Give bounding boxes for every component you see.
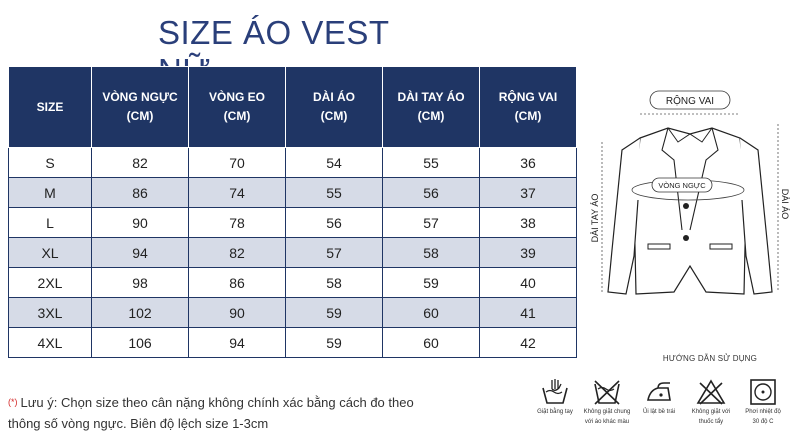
cell-length: 59: [286, 298, 383, 328]
cell-chest: 98: [92, 268, 189, 298]
cell-shoulder: 37: [480, 178, 577, 208]
care-label: Không giặt chung: [583, 409, 631, 415]
cell-sleeve: 60: [383, 328, 480, 358]
cell-length: 58: [286, 268, 383, 298]
cell-chest: 82: [92, 148, 189, 178]
cell-sleeve: 59: [383, 268, 480, 298]
cell-waist: 70: [189, 148, 286, 178]
cell-waist: 90: [189, 298, 286, 328]
cell-size: XL: [9, 238, 92, 268]
cell-length: 56: [286, 208, 383, 238]
care-item-no-bleach: [686, 378, 736, 426]
table-row: [9, 208, 577, 238]
cell-waist: 74: [189, 178, 286, 208]
cell-length: 54: [286, 148, 383, 178]
cell-chest: 90: [92, 208, 189, 238]
care-label: thuốc tẩy: [698, 419, 724, 425]
note-marker: (*): [8, 397, 18, 407]
cell-size: S: [9, 148, 92, 178]
care-icons: [530, 378, 800, 440]
cell-waist: 82: [189, 238, 286, 268]
care-label: Giặt bằng tay: [537, 409, 573, 415]
size-table: [8, 66, 577, 358]
cell-waist: 94: [189, 328, 286, 358]
header-length: DÀI ÁO (CM): [286, 67, 383, 148]
header-sleeve: DÀI TAY ÁO (CM): [383, 67, 480, 148]
care-label: với áo khác màu: [584, 419, 630, 425]
care-item-hand-wash: [530, 378, 580, 418]
cell-chest: 86: [92, 178, 189, 208]
cell-shoulder: 36: [480, 148, 577, 178]
cell-length: 55: [286, 178, 383, 208]
page-title: SIZE ÁO VEST: [158, 14, 389, 51]
no-bleach-icon: [696, 378, 726, 406]
cell-sleeve: 55: [383, 148, 480, 178]
header-shoulder: RỘNG VAI (CM): [480, 67, 577, 148]
header-waist: VÒNG EO (CM): [189, 67, 286, 148]
cell-sleeve: 56: [383, 178, 480, 208]
cell-chest: 94: [92, 238, 189, 268]
care-guide-title: HƯỚNG DẪN SỬ DỤNG: [662, 354, 758, 363]
table-row: [9, 328, 577, 358]
care-label: Phơi nhiệt độ: [745, 409, 781, 415]
cell-shoulder: 41: [480, 298, 577, 328]
care-label: Ủi lật bề trái: [642, 409, 675, 415]
table-row: [9, 178, 577, 208]
cell-chest: 106: [92, 328, 189, 358]
cell-shoulder: 42: [480, 328, 577, 358]
cell-shoulder: 40: [480, 268, 577, 298]
cell-shoulder: 38: [480, 208, 577, 238]
sleeve-length-label: DÀI TAY ÁO: [590, 193, 600, 243]
cell-chest: 102: [92, 298, 189, 328]
table-row: [9, 298, 577, 328]
care-label: Không giặt với: [691, 409, 731, 415]
care-item-iron: [634, 378, 684, 418]
cell-size: 2XL: [9, 268, 92, 298]
cell-length: 57: [286, 238, 383, 268]
cell-size: L: [9, 208, 92, 238]
cell-sleeve: 57: [383, 208, 480, 238]
cell-sleeve: 58: [383, 238, 480, 268]
table-header-row: [9, 67, 577, 148]
cell-size: M: [9, 178, 92, 208]
hand-wash-icon: [540, 378, 570, 406]
care-label: 30 độ C: [752, 419, 774, 425]
cell-sleeve: 60: [383, 298, 480, 328]
jacket-length-label: DÀI ÁO: [780, 188, 790, 220]
care-item-no-mix-wash: [582, 378, 632, 426]
header-chest: VÒNG NGỰC (CM): [92, 67, 189, 148]
jacket-diagram: [578, 80, 798, 310]
note-line-1: Lưu ý: Chọn size theo cân nặng không chính xác bằng cách đo theo: [20, 395, 414, 410]
cell-size: 3XL: [9, 298, 92, 328]
size-note: [8, 392, 488, 434]
dry-30-icon: [748, 378, 778, 406]
table-row: [9, 148, 577, 178]
care-item-dry: [738, 378, 788, 426]
no-machine-wash-icon: [592, 378, 622, 406]
cell-waist: 78: [189, 208, 286, 238]
cell-size: 4XL: [9, 328, 92, 358]
table-row: [9, 268, 577, 298]
table-row: [9, 238, 577, 268]
cell-shoulder: 39: [480, 238, 577, 268]
header-size: SIZE: [9, 67, 92, 148]
chest-label: VÒNG NGỰC: [658, 181, 706, 190]
note-line-2: thông số vòng ngực. Biên độ lệch size 1-3cm: [8, 416, 269, 431]
cell-length: 59: [286, 328, 383, 358]
iron-low-icon: [644, 378, 674, 406]
shoulder-label: RỘNG VAI: [665, 96, 715, 107]
cell-waist: 86: [189, 268, 286, 298]
